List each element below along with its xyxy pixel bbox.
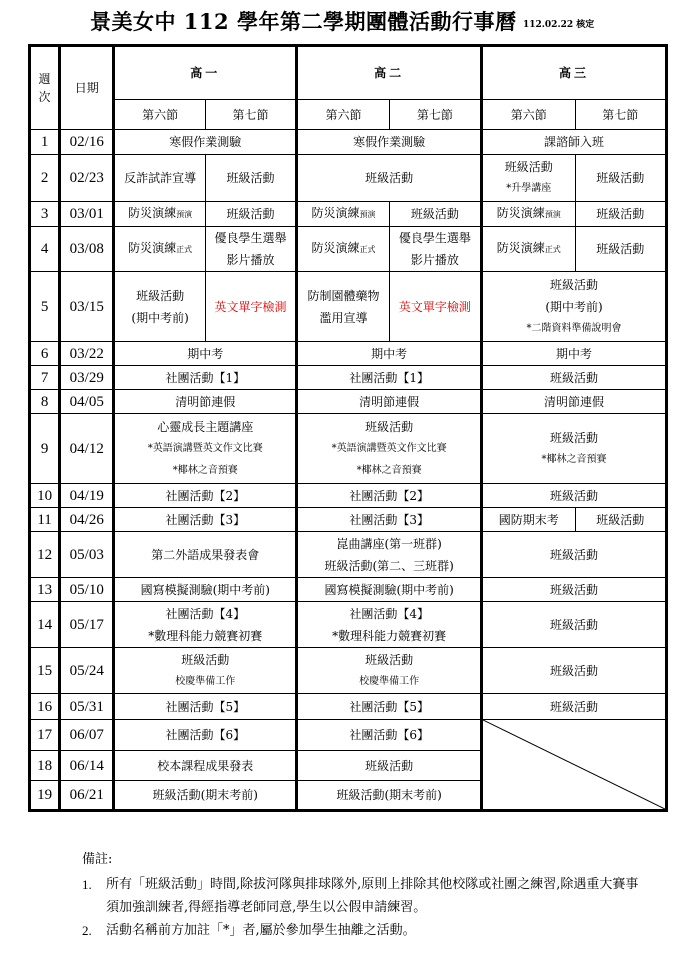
grade-1-activity: 期中考: [114, 342, 297, 366]
week-date: 03/01: [60, 202, 114, 227]
week-date: 05/17: [60, 602, 114, 648]
grade-1-period-7: 英文單字檢測: [205, 272, 296, 342]
table-row: [30, 720, 667, 751]
grade-3-activity: 班級活動: [482, 578, 667, 602]
grade-3-period-7: 班級活動: [575, 508, 666, 532]
period-6-header: 第六節: [482, 100, 575, 130]
grade-2-period-7: 優良學生選舉 影片播放: [389, 227, 481, 272]
table-row: [30, 390, 667, 414]
week-number: 6: [30, 342, 60, 366]
grade-2-period-6: 防災演練預演: [297, 202, 389, 227]
table-row: [30, 227, 667, 272]
table-row: [30, 366, 667, 390]
table-row: [30, 508, 667, 532]
grade-2-activity: 期中考: [297, 342, 482, 366]
grade-2-activity: 崑曲講座(第一班群) 班級活動(第二、三班群): [297, 532, 482, 578]
week-number: 17: [30, 720, 60, 751]
week-number: 1: [30, 130, 60, 155]
period-7-header: 第七節: [575, 100, 666, 130]
table-row: [30, 484, 667, 508]
week-number: 12: [30, 532, 60, 578]
grade-2-activity: 社團活動【3】: [297, 508, 482, 532]
grade-3-activity: 班級活動: [482, 484, 667, 508]
grade-2-activity: 社團活動【2】: [297, 484, 482, 508]
grade-2-header: 高二: [297, 46, 482, 100]
grade-1-activity: 校本課程成果發表: [114, 751, 297, 781]
notes-title: 備註:: [82, 852, 113, 867]
table-row: [30, 602, 667, 648]
grade-3-period-7: 班級活動: [575, 155, 666, 202]
note-text: 所有「班級活動」時間,除拔河隊與排球隊外,原則上排除其他校隊或社團之練習,除遇重大賽事須加強訓練者,得經指導老師同意,學生以公假申請練習。: [106, 877, 639, 915]
grade-3-period-6: 班級活動 *升學講座: [482, 155, 575, 202]
grade-2-period-7: 班級活動: [389, 202, 481, 227]
period-7-header: 第七節: [389, 100, 481, 130]
week-date: 04/19: [60, 484, 114, 508]
grade-1-activity: 社團活動【3】: [114, 508, 297, 532]
week-date: 06/14: [60, 751, 114, 781]
grade-2-activity: 班級活動 校慶準備工作: [297, 648, 482, 694]
grade-3-period-7: 班級活動: [575, 227, 666, 272]
note-text: 活動名稱前方加註「*」者,屬於參加學生抽離之活動。: [106, 923, 416, 938]
grade-3-activity: 班級活動: [482, 648, 667, 694]
week-number: 13: [30, 578, 60, 602]
grade-1-activity: 心靈成長主題講座 *英語演講暨英文作文比賽 *椰林之音預賽: [114, 414, 297, 484]
grade-2-period-6: 防制園體藥物 濫用宣導: [297, 272, 389, 342]
week-date: 02/16: [60, 130, 114, 155]
grade-1-period-7: 班級活動: [205, 155, 296, 202]
grade-2-activity: 社團活動【1】: [297, 366, 482, 390]
grade-1-activity: 國寫模擬測驗(期中考前): [114, 578, 297, 602]
week-date: 05/03: [60, 532, 114, 578]
page-title: 景美女中 112 學年第二學期團體活動行事曆: [90, 9, 517, 34]
week-number: 19: [30, 781, 60, 811]
grade-3-activity: 期中考: [482, 342, 667, 366]
grade-1-activity: 社團活動【2】: [114, 484, 297, 508]
table-row: [30, 694, 667, 720]
week-date: 04/26: [60, 508, 114, 532]
week-number: 8: [30, 390, 60, 414]
period-header-row: [30, 100, 667, 130]
week-number: 16: [30, 694, 60, 720]
week-number: 9: [30, 414, 60, 484]
grade-1-period-6: 防災演練正式: [114, 227, 205, 272]
period-6-header: 第六節: [114, 100, 205, 130]
week-number: 11: [30, 508, 60, 532]
grade-2-activity: 班級活動 *英語演講暨英文作文比賽 *椰林之音預賽: [297, 414, 482, 484]
grade-2-activity: 班級活動: [297, 751, 482, 781]
grade-2-activity: 社團活動【4】 *數理科能力競賽初賽: [297, 602, 482, 648]
week-number: 5: [30, 272, 60, 342]
week-date: 03/22: [60, 342, 114, 366]
diagonal-line: [483, 720, 665, 809]
week-number: 10: [30, 484, 60, 508]
grade-3-period-7: 班級活動: [575, 202, 666, 227]
grade-1-period-7: 班級活動: [205, 202, 296, 227]
week-number: 4: [30, 227, 60, 272]
grade-1-activity: 社團活動【1】: [114, 366, 297, 390]
week-number: 18: [30, 751, 60, 781]
week-number: 7: [30, 366, 60, 390]
grade-3-activity: 班級活動: [482, 694, 667, 720]
grade-3-period-6: 防災演練預演: [482, 202, 575, 227]
grade-2-activity: 清明節連假: [297, 390, 482, 414]
grade-1-activity: 清明節連假: [114, 390, 297, 414]
grade-3-header: 高三: [482, 46, 667, 100]
grade-2-activity: 社團活動【6】: [297, 720, 482, 751]
page-header: [0, 0, 688, 40]
grade-3-activity: 班級活動 *椰林之音預賽: [482, 414, 667, 484]
week-header: 週次: [30, 46, 60, 130]
grade-1-period-6: 反詐試詐宣導: [114, 155, 205, 202]
table-row: [30, 342, 667, 366]
table-row: [30, 202, 667, 227]
grade-1-header: 高一: [114, 46, 297, 100]
grade-3-activity: 班級活動: [482, 366, 667, 390]
week-date: 06/21: [60, 781, 114, 811]
grade-1-activity: 社團活動【6】: [114, 720, 297, 751]
grade-2-period-6: 防災演練正式: [297, 227, 389, 272]
grade-1-activity: 社團活動【5】: [114, 694, 297, 720]
week-date: 03/15: [60, 272, 114, 342]
grade-1-activity: 班級活動(期末考前): [114, 781, 297, 811]
week-date: 06/07: [60, 720, 114, 751]
table-row: [30, 648, 667, 694]
grade-2-activity: 國寫模擬測驗(期中考前): [297, 578, 482, 602]
grade-1-activity: 第二外語成果發表會: [114, 532, 297, 578]
table-row: [30, 578, 667, 602]
grade-3-activity: 清明節連假: [482, 390, 667, 414]
grade-3-activity: 班級活動: [482, 602, 667, 648]
week-date: 02/23: [60, 155, 114, 202]
grade-2-activity: 社團活動【5】: [297, 694, 482, 720]
week-date: 04/12: [60, 414, 114, 484]
grade-2-activity: 班級活動: [297, 155, 482, 202]
week-date: 03/29: [60, 366, 114, 390]
table-row: [30, 272, 667, 342]
week-number: 15: [30, 648, 60, 694]
grade-3-activity: 班級活動: [482, 532, 667, 578]
grade-2-activity: 班級活動(期末考前): [297, 781, 482, 811]
table-row: [30, 532, 667, 578]
schedule-table: [28, 44, 668, 812]
grade-3-empty-cell: [482, 720, 667, 811]
note-item: [82, 919, 642, 942]
grade-1-activity: 寒假作業測驗: [114, 130, 297, 155]
week-number: 2: [30, 155, 60, 202]
notes-section: [82, 848, 642, 942]
grade-1-period-6: 班級活動 (期中考前): [114, 272, 205, 342]
week-number: 3: [30, 202, 60, 227]
date-header: 日期: [60, 46, 114, 130]
table-row: [30, 155, 667, 202]
grade-3-period-6: 國防期末考: [482, 508, 575, 532]
grade-1-activity: 班級活動 校慶準備工作: [114, 648, 297, 694]
table-header-row: [30, 46, 667, 100]
grade-3-activity: 課諮師入班: [482, 130, 667, 155]
week-date: 05/31: [60, 694, 114, 720]
period-7-header: 第七節: [205, 100, 296, 130]
week-date: 04/05: [60, 390, 114, 414]
week-date: 05/24: [60, 648, 114, 694]
grade-3-period-6: 防災演練正式: [482, 227, 575, 272]
week-date: 05/10: [60, 578, 114, 602]
grade-2-period-7: 英文單字檢測: [389, 272, 481, 342]
approval-date: 112.02.22 核定: [523, 20, 595, 30]
note-item: [82, 873, 642, 919]
week-date: 03/08: [60, 227, 114, 272]
table-row: [30, 130, 667, 155]
note-number: 2.: [82, 923, 92, 938]
week-number: 14: [30, 602, 60, 648]
note-number: 1.: [82, 877, 92, 892]
grade-3-activity: 班級活動 (期中考前) *二階資料準備說明會: [482, 272, 667, 342]
table-row: [30, 414, 667, 484]
grade-1-activity: 社團活動【4】 *數理科能力競賽初賽: [114, 602, 297, 648]
grade-2-activity: 寒假作業測驗: [297, 130, 482, 155]
grade-1-period-6: 防災演練預演: [114, 202, 205, 227]
period-6-header: 第六節: [297, 100, 389, 130]
grade-1-period-7: 優良學生選舉 影片播放: [205, 227, 296, 272]
